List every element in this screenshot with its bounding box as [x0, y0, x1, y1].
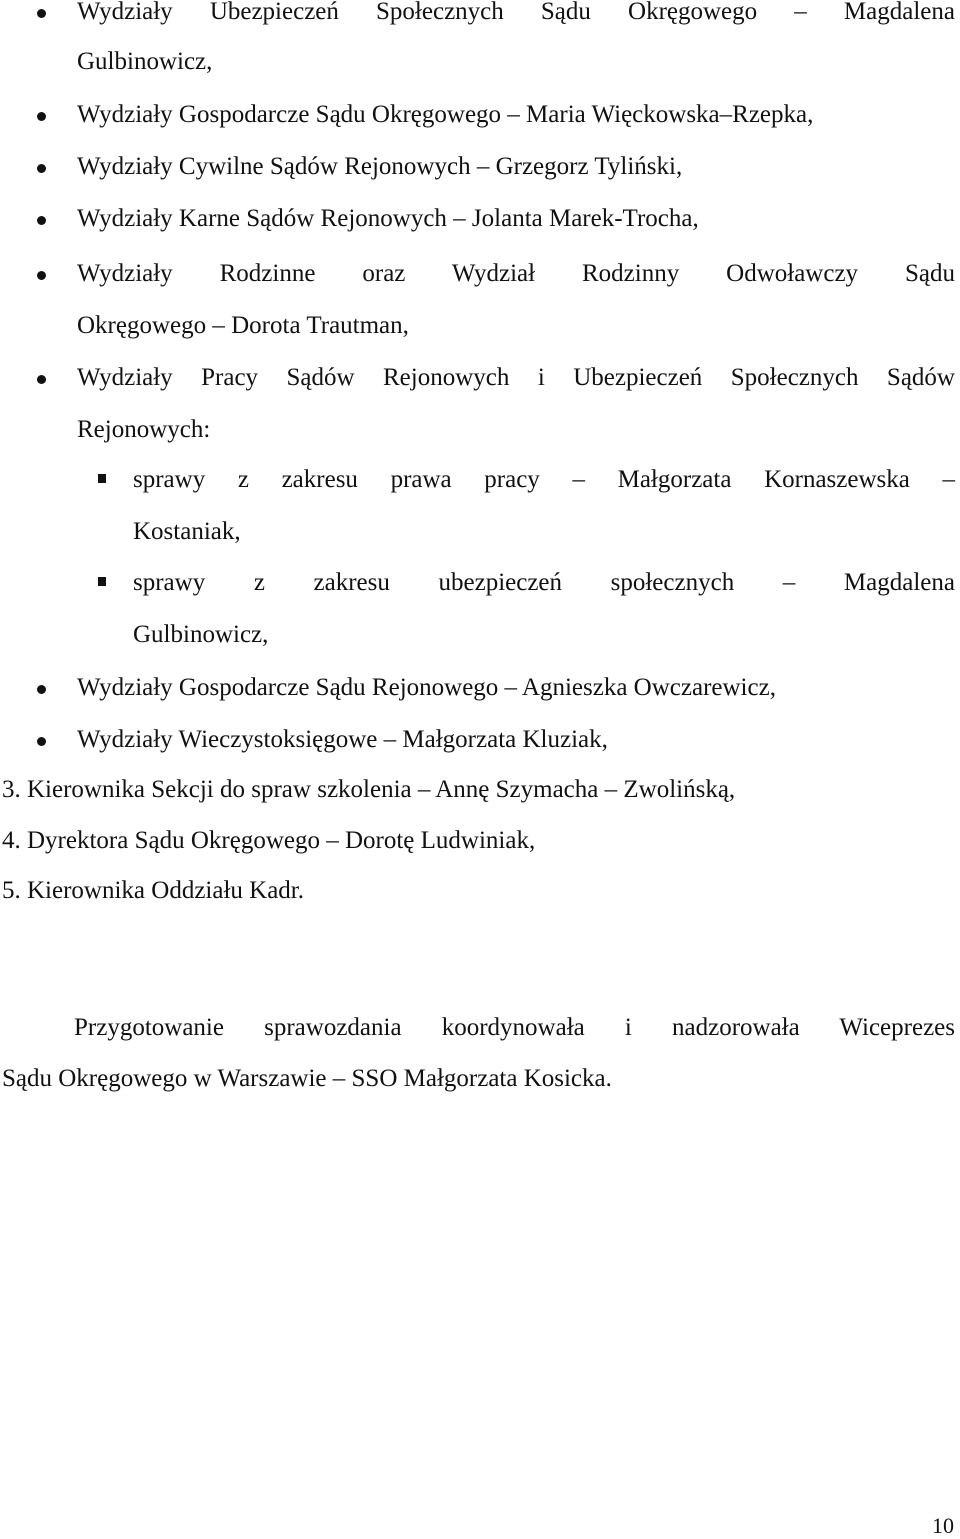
bullet-icon: [37, 112, 46, 121]
bullet-icon: [37, 685, 46, 694]
bullet-icon: [37, 216, 46, 225]
closing-paragraph-line: Sądu Okręgowego w Warszawie – SSO Małgorzata Kosicka.: [2, 1065, 612, 1092]
list-item-line: Wydziały Wieczystoksięgowe – Małgorzata Kluziak,: [77, 726, 608, 753]
bullet-icon: [37, 271, 46, 280]
bullet-icon: [37, 737, 46, 746]
list-item-line: Wydziały Gospodarcze Sądu Okręgowego – Maria Więckowska–Rzepka,: [77, 101, 814, 128]
page-number: 10: [932, 1513, 954, 1538]
list-item-line: Wydziały Gospodarcze Sądu Rejonowego – Agnieszka Owczarewicz,: [77, 674, 776, 701]
sub-list-item-line: Kostaniak,: [133, 518, 241, 545]
sub-list-item-line: Gulbinowicz,: [133, 621, 269, 648]
numbered-item: 4. Dyrektora Sądu Okręgowego – Dorotę Ludwiniak,: [2, 827, 536, 854]
sub-list-item-line: sprawy z zakresu prawa pracy – Małgorzata Kornaszewska –: [133, 466, 955, 493]
numbered-item: 3. Kierownika Sekcji do spraw szkolenia – Annę Szymacha – Zwolińską,: [2, 776, 736, 803]
closing-paragraph-line: Przygotowanie sprawozdania koordynowała i nadzorowała Wiceprezes: [74, 1014, 955, 1041]
list-item-line: Wydziały Pracy Sądów Rejonowych i Ubezpieczeń Społecznych Sądów: [77, 364, 955, 391]
bullet-icon: [37, 164, 46, 173]
list-item-line: Wydziały Rodzinne oraz Wydział Rodzinny Odwoławczy Sądu: [77, 260, 955, 287]
square-bullet-icon: [98, 474, 106, 483]
list-item-line: Wydziały Ubezpieczeń Społecznych Sądu Okręgowego – Magdalena: [77, 0, 955, 25]
numbered-item: 5. Kierownika Oddziału Kadr.: [2, 877, 305, 904]
list-item-line: Okręgowego – Dorota Trautman,: [77, 312, 409, 339]
list-item-line: Wydziały Karne Sądów Rejonowych – Jolanta Marek-Trocha,: [77, 205, 699, 232]
list-item-line: Wydziały Cywilne Sądów Rejonowych – Grzegorz Tyliński,: [77, 153, 683, 180]
bullet-icon: [37, 9, 46, 18]
bullet-icon: [37, 375, 46, 384]
square-bullet-icon: [98, 577, 106, 586]
list-item-line: Rejonowych:: [77, 416, 211, 443]
list-item-line: Gulbinowicz,: [77, 48, 213, 75]
sub-list-item-line: sprawy z zakresu ubezpieczeń społecznych – Magdalena: [133, 569, 955, 596]
